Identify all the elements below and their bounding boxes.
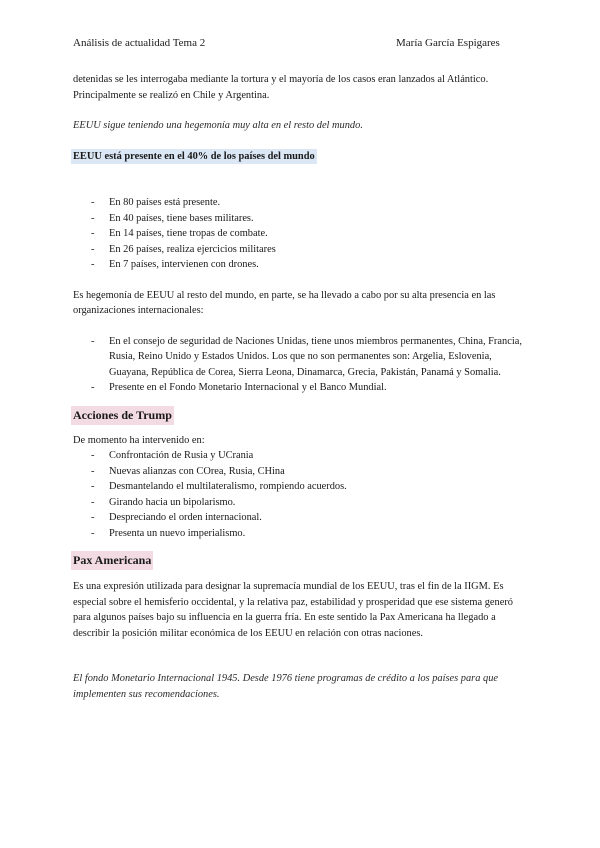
list-dash: -	[91, 228, 95, 239]
list-item-text: Nuevas alianzas con COrea, Rusia, CHina	[109, 465, 285, 477]
list-dash: -	[91, 496, 95, 508]
list-item	[73, 464, 533, 480]
list-item	[73, 495, 533, 511]
organizations-list	[73, 334, 533, 396]
presence-list	[73, 195, 533, 273]
list-item-text: En 14 países, tiene tropas de combate.	[109, 228, 268, 239]
list-item-text: Presenta un nuevo imperialismo.	[109, 527, 246, 539]
list-item	[73, 380, 533, 396]
list-item	[73, 334, 533, 381]
header-author: María García Espigares	[396, 37, 500, 49]
list-dash: -	[91, 197, 95, 208]
list-item-text: Presente en el Fondo Monetario Internacional y el Banco Mundial.	[109, 382, 387, 393]
list-dash: -	[91, 335, 95, 347]
list-item-text: En 80 países está presente.	[109, 197, 221, 208]
list-dash: -	[91, 259, 95, 270]
list-dash: -	[91, 450, 95, 461]
list-dash: -	[91, 527, 95, 539]
list-dash: -	[91, 465, 95, 477]
document-body	[73, 72, 533, 702]
list-dash: -	[91, 481, 95, 492]
list-dash: -	[91, 243, 95, 255]
page-header	[73, 37, 540, 51]
trump-list	[73, 448, 533, 541]
hegemony-paragraph: Es hegemonía de EEUU al resto del mundo, en parte, se ha llevado a cabo por su alta presencia en las organizaciones internacionales:	[73, 289, 496, 316]
list-item-text: En 40 países, tiene bases militares.	[109, 212, 254, 224]
list-item-text: Despreciando el orden internacional.	[109, 512, 262, 523]
list-item-text: En 26 países, realiza ejercicios militares	[109, 243, 276, 255]
list-item-text: Desmantelando el multilateralismo, rompiendo acuerdos.	[109, 481, 347, 492]
presence-heading: EEUU está presente en el 40% de los países del mundo	[71, 149, 317, 165]
list-dash: -	[91, 512, 95, 523]
pax-heading: Pax Americana	[71, 551, 153, 570]
list-item	[73, 479, 533, 495]
list-item	[73, 510, 533, 526]
list-item	[73, 211, 533, 227]
pax-paragraph: Es una expresión utilizada para designar la supremacía mundial de los EEUU, tras el fin de la IIGM. Es especial sobre el hemisferio occidental, y la relativa paz, estabilidad y prosperidad que ese sistema generó para algunos países bajo su influencia en la guerra fría. En este sentido la Pax Americana ha llegado a describir la posición militar económica de los EEUU en relación con otras naciones.	[73, 581, 513, 639]
list-item-text: Girando hacia un bipolarismo.	[109, 496, 236, 508]
trump-heading: Acciones de Trump	[71, 406, 174, 425]
list-item	[73, 526, 533, 542]
list-item	[73, 242, 533, 258]
hegemony-italic-note: EEUU sigue teniendo una hegemonía muy alta en el resto del mundo.	[73, 120, 363, 131]
trump-intro: De momento ha intervenido en:	[73, 434, 205, 446]
list-item	[73, 257, 533, 273]
header-title: Análisis de actualidad Tema 2	[73, 37, 206, 49]
imf-italic-note: El fondo Monetario Internacional 1945. Desde 1976 tiene programas de crédito a los países para que implementen sus recomendaciones.	[73, 673, 499, 700]
list-item	[73, 226, 533, 242]
list-item-text: Confrontación de Rusia y UCrania	[109, 450, 254, 461]
list-item	[73, 195, 533, 211]
list-dash: -	[91, 212, 95, 224]
list-item-text: En el consejo de seguridad de Naciones Unidas, tiene unos miembros permanentes, China, Francia, Rusia, Reino Unido y Estados Unidos. Los que no son permanentes son: Argelia, Eslovenia, Guayana, República de Corea, Sierra Leona, Dinamarca, Grecia, Pakistán, Panamá y Somalia.	[109, 335, 522, 378]
list-item-text: En 7 países, intervienen con drones.	[109, 259, 259, 270]
list-dash: -	[91, 382, 95, 393]
intro-paragraph: detenidas se les interrogaba mediante la tortura y el mayoría de los casos eran lanzados al Atlántico. Principalmente se realizó en Chile y Argentina.	[73, 74, 489, 101]
list-item	[73, 448, 533, 464]
